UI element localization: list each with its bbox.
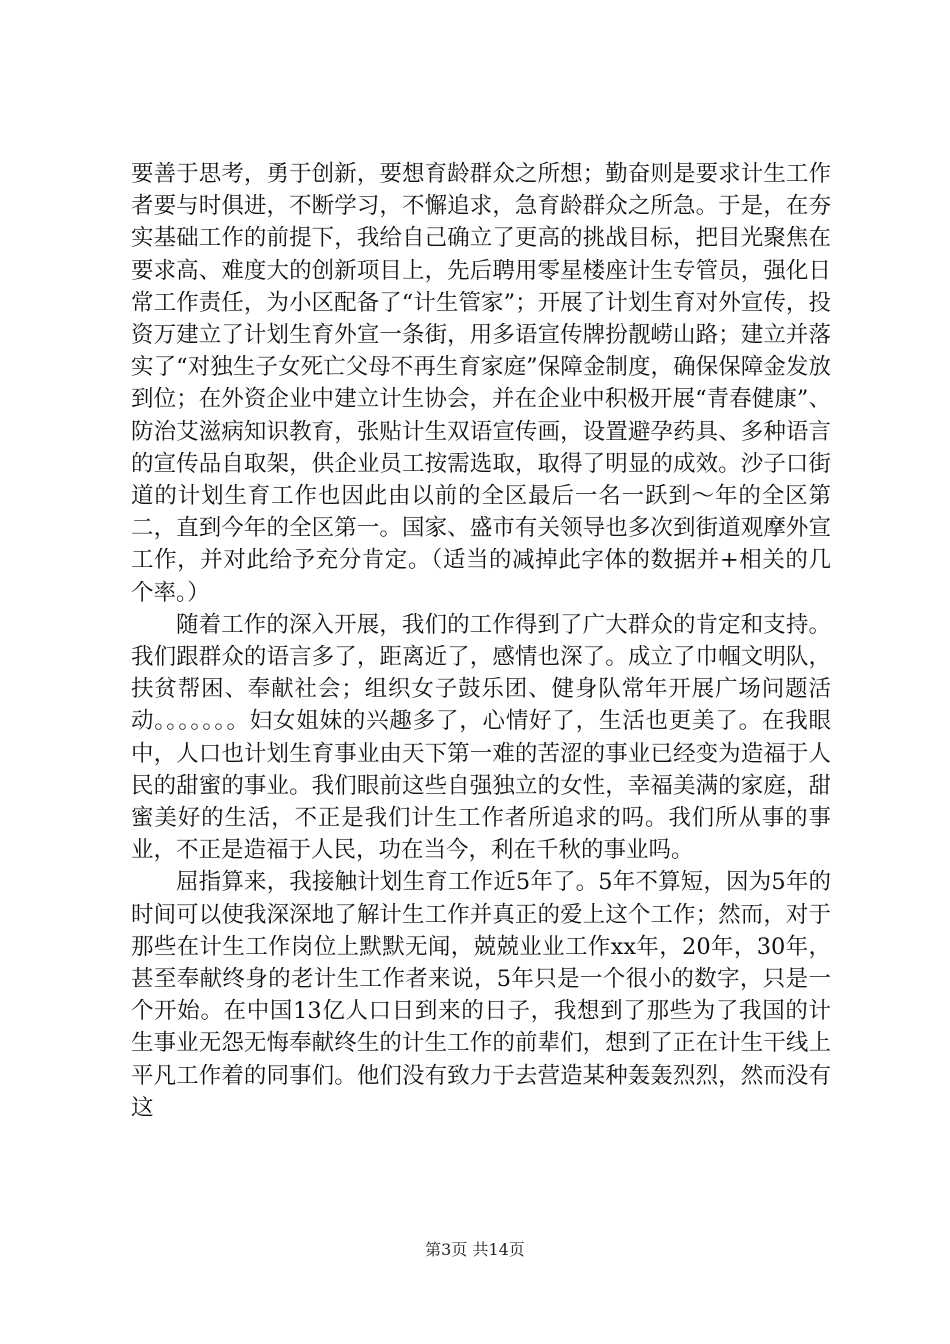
- document-body: [131, 158, 831, 1124]
- paragraph-five-years: 屈指算来，我接触计划生育工作近5年了。5年不算短，因为5年的时间可以使我深深地了解计生工作并真正的爱上这个工作；然而，对于那些在计生工作岗位上默默无闻，兢兢业业工作xx年，20年，30年，甚至奉献终身的老计生工作者来说，5年只是一个很小的数字，只是一个开始。在中国13亿人口日到来的日子，我想到了那些为了我国的计生事业无怨无悔奉献终生的计生工作的前辈们，想到了正在计生干线上平凡工作着的同事们。他们没有致力于去营造某种轰轰烈烈，然而没有这: [131, 869, 831, 1121]
- paragraph-continuation: 要善于思考，勇于创新，要想育龄群众之所想；勤奋则是要求计生工作者要与时俱进，不断学习，不懈追求，急育龄群众之所急。于是，在夯实基础工作的前提下，我给自己确立了更高的挑战目标，把目光聚焦在要求高、难度大的创新项目上，先后聘用零星楼座计生专管员，强化日常工作责任，为小区配备了“计生管家”；开展了计划生育对外宣传，投资万建立了计划生育外宣一条街，用多语宣传牌扮靓崂山路；建立并落实了“对独生子女死亡父母不再生育家庭”保障金制度，确保保障金发放到位；在外资企业中建立计生协会，并在企业中积极开展“青春健康”、防治艾滋病知识教育，张贴计生双语宣传画，设置避孕药具、多种语言的宣传品自取架，供企业员工按需选取，取得了明显的成效。沙子口街道的计划生育工作也因此由以前的全区最后一名一跃到～年的全区第二，直到今年的全区第一。国家、盛市有关领导也多次到街道观摩外宣工作，并对此给予充分肯定。（适当的减掉此字体的数据并+相关的几个率。）: [131, 161, 831, 606]
- paragraph-public-support: 随着工作的深入开展，我们的工作得到了广大群众的肯定和支持。我们跟群众的语言多了，距离近了，感情也深了。成立了巾帼文明队，扶贫帮困、奉献社会；组织女子鼓乐团、健身队常年开展广场问题活动。。。。。。。妇女姐妹的兴趣多了，心情好了，生活也更美了。在我眼中，人口也计划生育事业由天下第一难的苦涩的事业已经变为造福于人民的甜蜜的事业。我们眼前这些自强独立的女性，幸福美满的家庭，甜蜜美好的生活，不正是我们计生工作者所追求的吗。我们所从事的事业，不正是造福于人民，功在当今，利在千秋的事业吗。: [131, 611, 831, 864]
- page-footer: 第3页 共14页: [425, 1240, 525, 1259]
